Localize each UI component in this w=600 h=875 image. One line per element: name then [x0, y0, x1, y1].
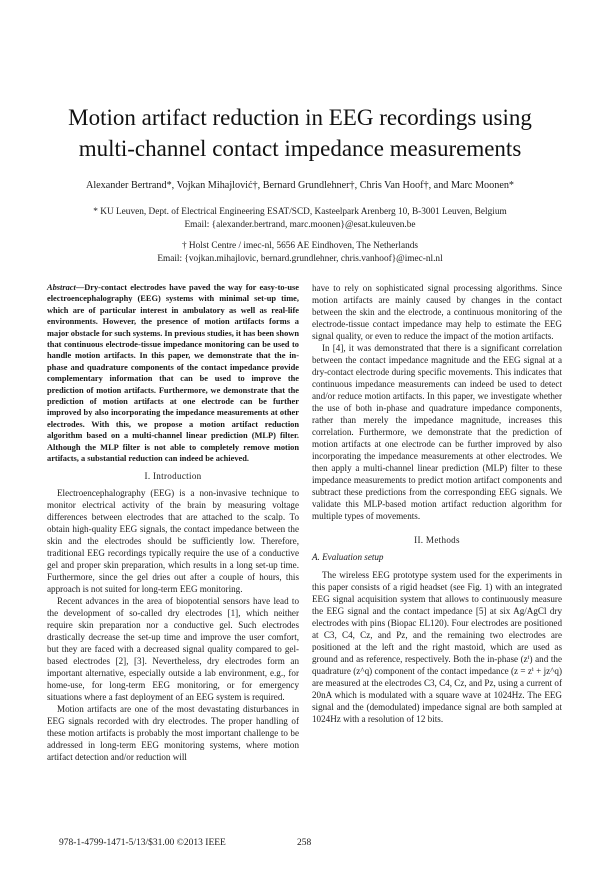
intro-paragraph-2: Recent advances in the area of biopotential sensors have lead to the development of so-called dry electrodes [1], which neither require skin preparation nor a conductive gel. Such electrodes drastically decrease the set-up time and improve the user comfort, but they are faced with a decreased signal quality compared to gel-based electrodes [2], [3]. Nevertheless, dry electrodes form an important alternative, especially outside a lab environment, e.g., for home-use, for long-term EEG monitoring, or for emergency situations where a fast deployment of an EEG system is required.	[47, 595, 299, 702]
subsection-heading-evaluation-setup: A. Evaluation setup	[312, 552, 384, 562]
page-number: 258	[297, 838, 312, 848]
affiliation-holst-address: † Holst Centre / imec-nl, 5656 AE Eindhoven, The Netherlands	[181, 241, 419, 251]
right-paragraph-1: In [4], it was demonstrated that there is a significant correlation between the contact impedance magnitude and the EEG signal at a dry-contact electrode during specific movements. This indicates that continuous impedance measurements can indeed be used to detect and/or reduce motion artifacts. In this paper, we investigate whether the use of both in-phase and quadrature impedance components, rather than merely the impedance magnitude, increases this correlation. Furthermore, we demonstrate that the prediction of motion artifacts at one electrode can be further improved by also incorporating the impedance measurements at other electrodes. We then apply a multi-channel linear prediction (MLP) filter to these impedance measurements to predict motion artifact components and subtract these predictions from the corresponding EEG signals. We validate this MLP-based motion artifact reduction algorithm for multiple types of movements.	[312, 343, 562, 521]
affiliation-kuleuven	[30, 206, 570, 231]
section-heading-methods: II. Methods	[414, 535, 460, 545]
affiliation-holst	[30, 240, 570, 265]
left-column	[47, 282, 299, 763]
footer-isbn: 978-1-4799-1471-5/13/$31.00 ©2013 IEEE	[59, 838, 226, 848]
intro-paragraph-3: Motion artifacts are one of the most devastating disturbances in EEG signals recorded with dry electrodes. The proper handling of these motion artifacts is probably the most important challenge to be addressed in long-term EEG monitoring systems, where motion artifact detection and/or reduction will	[47, 703, 299, 762]
abstract-label: Abstract	[47, 283, 76, 292]
right-column	[312, 282, 562, 725]
abstract	[47, 282, 299, 465]
paper-title: Motion artifact reduction in EEG recordings using multi-channel contact impedance measurements	[68, 105, 532, 161]
affiliation-holst-email: Email: {vojkan.mihajlovic, bernard.grundlehner, chris.vanhoof}@imec-nl.nl	[157, 253, 443, 264]
author-list: Alexander Bertrand*, Vojkan Mihajlović†, Bernard Grundlehner†, Chris Van Hoof†, and Marc Moonen*	[85, 180, 515, 191]
methods-paragraph-1: The wireless EEG prototype system used for the experiments in this paper consists of a rigid headset (see Fig. 1) with an integrated EEG signal acquisition system that allows to continuously measure the EEG signal and the contact impedance [5] at six Ag/AgCl dry electrodes with pins (Biopac EL120). Four electrodes are positioned at C3, C4, Cz, and Pz, and the remaining two electrodes are positioned at the left and the right mastoid, which are used as ground and as reference, respectively. Both the in-phase (zⁱ) and the quadrature (z^q) component of the contact impedance (z = zⁱ + jz^q) are measured at the electrodes C3, C4, Cz, and Pz, using a current of 20nA which is modulated with a square wave at 1024Hz. The EEG signal and the (demodulated) impedance signal are both sampled at 1024Hz with a resolution of 12 bits.	[312, 570, 562, 724]
affiliation-kuleuven-address: * KU Leuven, Dept. of Electrical Engineering ESAT/SCD, Kasteelpark Arenberg 10, B-3001 Leuven, Belgium	[93, 207, 507, 217]
affiliation-kuleuven-email: Email: {alexander.bertrand, marc.moonen}@esat.kuleuven.be	[184, 219, 416, 230]
right-paragraph-continued: have to rely on sophisticated signal processing algorithms. Since motion artifacts are mainly caused by changes in the contact between the skin and the electrode, a continuous monitoring of the electrode-tissue contact impedance may help to estimate the EEG signal quality, or even to reduce the impact of the motion artifacts.	[312, 283, 562, 341]
section-heading-introduction: I. Introduction	[144, 470, 202, 481]
intro-paragraph-1: Electroencephalography (EEG) is a non-invasive technique to monitor electrical activity of the brain by measuring voltage differences between electrodes that are attached to the scalp. To obtain high-quality EEG signals, the contact impedance between the skin and the electrodes should be sufficiently low. Therefore, traditional EEG recordings typically require the use of a conductive gel and proper skin preparation, which results in a long set-up time. Furthermore, since the gel dries out after a couple of hours, this approach is not suited for long-term EEG monitoring.	[47, 487, 299, 594]
abstract-text: —Dry-contact electrodes have paved the way for easy-to-use electroencephalography (EEG) systems with minimal set-up time, which are of particular interest in ambulatory as well as real-life environments. However, the presence of motion artifacts forms a major obstacle for such systems. In previous studies, it has been shown that continuous electrode-tissue impedance monitoring can be used to handle motion artifacts. In this paper, we demonstrate that the in-phase and quadrature components of the contact impedance provide complementary information that can be used to improve the prediction of motion artifacts. Furthermore, we demonstrate that the prediction of motion artifacts at one electrode can be further improved by also incorporating the impedance measurements at other electrodes. With this, we propose a motion artifact reduction algorithm based on a multi-channel linear prediction (MLP) filter. Although the MLP filter is not able to completely remove motion artifacts, a substantial reduction can indeed be achieved.	[47, 283, 299, 464]
